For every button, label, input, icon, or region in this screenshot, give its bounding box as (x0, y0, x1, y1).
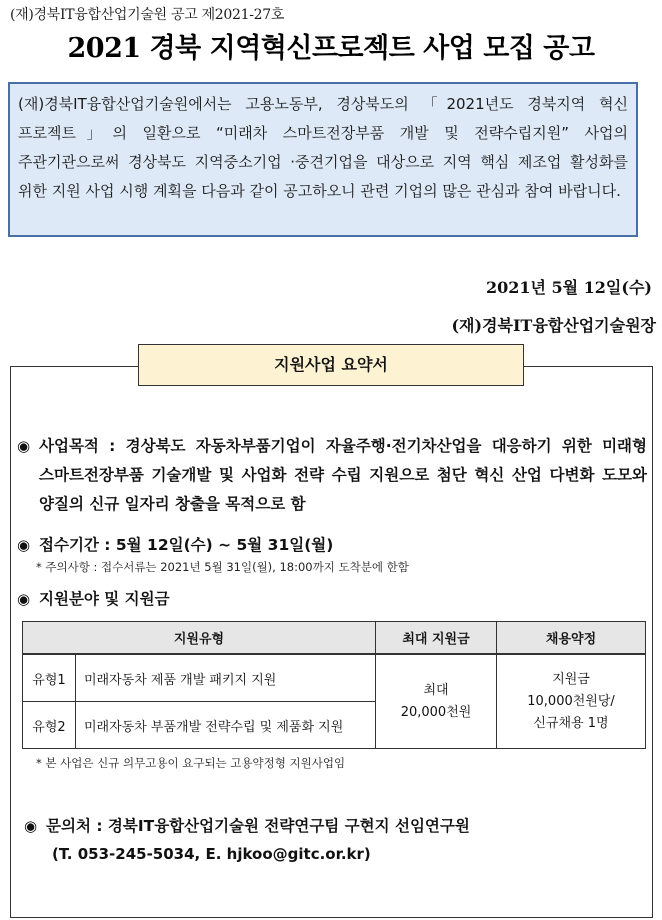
notice-number: (재)경북IT융합산업기술원 공고 제2021-27호 (10, 7, 285, 23)
header-hiring: 채용약정 (497, 622, 646, 655)
type-cell: 유형1 (23, 654, 76, 702)
contact-detail: (T. 053-245-5034, E. hjkoo@gitc.or.kr) (52, 845, 371, 863)
table-note: * 본 사업은 신규 의무고용이 요구되는 고용약정형 지원사업임 (36, 756, 346, 770)
page-title: 2021 경북 지역혁신프로젝트 사업 모집 공고 (67, 33, 595, 64)
description-cell: 미래자동차 부품개발 전략수립 및 제품화 지원 (76, 702, 376, 749)
support-table (22, 621, 646, 749)
issuing-organization: (재)경북IT융합산업기술원장 (451, 316, 656, 335)
bullet-icon: ◉ (17, 590, 31, 608)
description-cell: 미래자동차 제품 개발 패키지 지원 (76, 654, 376, 702)
intro-box: (재)경북IT융합산업기술원에서는 고용노동부, 경상북도의 「2021년도 경북지역 혁신 프로젝트」의 일환으로 “미래차 스마트전장부품 개발 및 전략수립지원” 사업의 주관기관으로써 경상북도 지역중소기업 ·중견기업을 대상으로 지역 핵심 제조업 활성화를 위한 지원 사업 시행 계획을 다음과 같이 공고하오니 관련 기업의 많은 관심과 참여 바랍니다. (8, 82, 638, 237)
contact-text: 문의처 : 경북IT융합산업기술원 전략연구팀 구현지 선임연구원 (46, 817, 470, 835)
max-support-cell: 최대 20,000천원 (376, 654, 497, 749)
contact-item (24, 812, 470, 841)
notice-date: 2021년 5월 12일(수) (485, 278, 652, 297)
period-item (17, 531, 333, 560)
bullet-icon: ◉ (17, 536, 31, 554)
purpose-text: 사업목적 : 경상북도 자동차부품기업이 자율주행·전기차산업을 대응하기 위한 미래형 스마트전장부품 기술개발 및 사업화 전략 수립 지원으로 첨단 혁신 산업 다변화 도모와 양질의 신규 일자리 창출을 목적으로 함 (39, 437, 647, 513)
bullet-icon: ◉ (24, 817, 38, 835)
hiring-cell: 지원금 10,000천원당/ 신규채용 1명 (497, 654, 646, 749)
type-cell: 유형2 (23, 702, 76, 749)
header-support-type: 지원유형 (23, 622, 376, 655)
table-header-row (23, 622, 646, 655)
field-heading: 지원분야 및 지원금 (39, 590, 170, 608)
summary-title: 지원사업 요약서 (138, 344, 524, 386)
table-row (23, 654, 646, 702)
purpose-item (17, 432, 647, 519)
field-item (17, 585, 170, 614)
period-text: 접수기간 : 5월 12일(수) ~ 5월 31일(월) (39, 536, 334, 554)
header-max-support: 최대 지원금 (376, 622, 497, 655)
bullet-icon: ◉ (17, 437, 31, 455)
period-note: * 주의사항 : 접수서류는 2021년 5월 31일(월), 18:00까지 도착분에 한함 (36, 560, 409, 574)
